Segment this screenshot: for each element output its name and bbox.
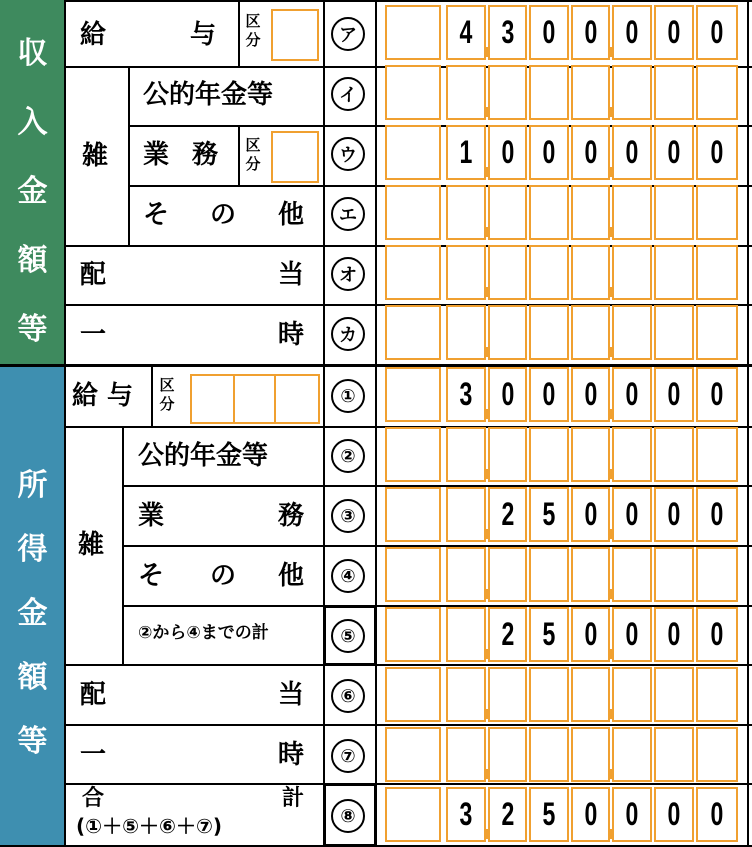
amount-digit-cell[interactable] — [654, 547, 694, 602]
amount-digit-cell[interactable] — [696, 607, 738, 662]
koteki-label: 公的年金等 — [138, 441, 269, 471]
haito-label-1: 配 — [80, 260, 107, 290]
row-marker: ① — [331, 379, 365, 413]
amount-digit-cell[interactable] — [696, 245, 738, 300]
amount-digit-cell[interactable] — [488, 5, 527, 60]
amount-digit-cell[interactable] — [385, 305, 441, 360]
amount-digit-cell[interactable] — [654, 245, 694, 300]
amount-digit: 0 — [667, 616, 681, 652]
thousands-separator-tick — [486, 107, 489, 117]
gyomu-label-1: 業 — [143, 140, 170, 170]
thousands-separator-tick — [610, 709, 613, 719]
row-marker: イ — [331, 77, 365, 111]
amount-digit-cell[interactable] — [446, 5, 486, 60]
row-marker: ② — [331, 439, 365, 473]
amount-digit-cell[interactable] — [696, 667, 738, 722]
amount-digit-cell[interactable] — [385, 487, 441, 542]
kubun-label: 区 分 — [245, 12, 261, 49]
thousands-separator-tick — [610, 649, 613, 659]
amount-digit-cell[interactable] — [488, 245, 527, 300]
amount-digit-cell[interactable] — [385, 607, 441, 662]
amount-digit-cell[interactable] — [529, 547, 569, 602]
amount-digit: 0 — [625, 616, 639, 652]
amount-digit: 2 — [501, 496, 514, 532]
amount-digit-cell[interactable] — [696, 427, 738, 482]
amount-digit-cell[interactable] — [654, 727, 694, 782]
amount-digit-cell[interactable] — [488, 727, 527, 782]
amount-digit-cell[interactable] — [612, 547, 652, 602]
amount-digit-cell[interactable] — [446, 427, 486, 482]
amount-digit-cell[interactable] — [385, 185, 441, 240]
subtotal-label: ②から④までの計 — [138, 623, 269, 643]
amount-digit-cell[interactable] — [571, 367, 610, 422]
amount-digit-cell[interactable] — [385, 667, 441, 722]
income-title-char: 収 — [17, 36, 48, 71]
thousands-separator-tick — [610, 589, 613, 599]
amount-digit: 3 — [459, 796, 473, 832]
haito-label-2: 当 — [278, 680, 305, 710]
amount-digit: 0 — [710, 616, 724, 652]
thousands-separator-tick — [610, 469, 613, 479]
shotoku-title-char: 得 — [17, 532, 48, 567]
income-title-char: 入 — [17, 105, 48, 140]
amount-digit-cell[interactable] — [612, 607, 652, 662]
amount-digit-cell[interactable] — [446, 245, 486, 300]
amount-digit-cell[interactable] — [446, 787, 486, 842]
amount-digit-cell[interactable] — [612, 125, 652, 180]
amount-digit: 0 — [625, 376, 639, 412]
amount-digit-cell[interactable] — [529, 427, 569, 482]
amount-digit-cell[interactable] — [488, 547, 527, 602]
amount-digit-cell[interactable] — [654, 787, 694, 842]
amount-digit: 0 — [584, 376, 597, 412]
amount-digit-cell[interactable] — [385, 125, 441, 180]
gyomu-label-2: 務 — [192, 140, 219, 170]
koteki-label: 公的年金等 — [143, 80, 274, 110]
amount-digit-cell[interactable] — [446, 305, 486, 360]
amount-digit: 0 — [625, 796, 639, 832]
amount-digit-cell[interactable] — [654, 487, 694, 542]
thousands-separator-tick — [610, 167, 613, 177]
amount-digit-cell[interactable] — [571, 667, 610, 722]
amount-digit: 0 — [542, 376, 556, 412]
amount-digit-cell[interactable] — [696, 185, 738, 240]
thousands-separator-tick — [610, 409, 613, 419]
amount-digit-cell[interactable] — [571, 125, 610, 180]
amount-digit-cell[interactable] — [488, 65, 527, 120]
amount-digit-cell[interactable] — [612, 367, 652, 422]
thousands-separator-tick — [486, 529, 489, 539]
amount-digit-cell[interactable] — [446, 667, 486, 722]
thousands-separator-tick — [610, 529, 613, 539]
amount-digit: 0 — [584, 496, 597, 532]
amount-digit: 0 — [625, 496, 639, 532]
row-marker: エ — [331, 197, 365, 231]
amount-digit-cell[interactable] — [612, 487, 652, 542]
thousands-separator-tick — [486, 167, 489, 177]
amount-digit-cell[interactable] — [696, 367, 738, 422]
amount-digit-cell[interactable] — [612, 667, 652, 722]
row-marker: ⑧ — [331, 799, 365, 833]
thousands-separator-tick — [610, 769, 613, 779]
thousands-separator-tick — [486, 469, 489, 479]
amount-digit: 3 — [459, 376, 473, 412]
thousands-separator-tick — [486, 227, 489, 237]
amount-digit: 5 — [542, 616, 556, 652]
amount-digit-cell[interactable] — [529, 727, 569, 782]
amount-digit: 0 — [667, 14, 681, 50]
amount-digit-cell[interactable] — [571, 547, 610, 602]
amount-digit-cell[interactable] — [529, 65, 569, 120]
amount-digit-cell[interactable] — [571, 185, 610, 240]
amount-digit: 2 — [501, 796, 514, 832]
amount-digit-cell[interactable] — [488, 125, 527, 180]
amount-digit-cell[interactable] — [654, 367, 694, 422]
amount-digit-cell[interactable] — [385, 245, 441, 300]
amount-digit-cell[interactable] — [529, 245, 569, 300]
amount-digit: 5 — [542, 796, 556, 832]
amount-digit-cell[interactable] — [446, 727, 486, 782]
amount-digit-cell[interactable] — [488, 607, 527, 662]
amount-digit-cell[interactable] — [654, 305, 694, 360]
thousands-separator-tick — [486, 409, 489, 419]
amount-digit-cell[interactable] — [385, 367, 441, 422]
amount-digit: 0 — [667, 376, 681, 412]
amount-digit-cell[interactable] — [446, 185, 486, 240]
amount-digit-cell[interactable] — [529, 305, 569, 360]
amount-digit-cell[interactable] — [529, 787, 569, 842]
amount-digit-cell[interactable] — [385, 427, 441, 482]
amount-digit-cell[interactable] — [446, 125, 486, 180]
kyuyo2-label: 給 与 — [72, 381, 134, 411]
amount-digit-cell[interactable] — [571, 5, 610, 60]
haito-label-2: 当 — [278, 260, 305, 290]
thousands-separator-tick — [486, 829, 489, 839]
amount-digit-cell[interactable] — [488, 787, 527, 842]
amount-digit-cell[interactable] — [654, 125, 694, 180]
thousands-separator-tick — [486, 347, 489, 357]
thousands-separator-tick — [486, 769, 489, 779]
amount-digit: 0 — [667, 134, 681, 170]
amount-digit-cell[interactable] — [385, 787, 441, 842]
amount-digit-cell[interactable] — [488, 185, 527, 240]
row-marker: ③ — [331, 499, 365, 533]
ichiji-label-2: 時 — [278, 740, 305, 770]
row-marker: ⑦ — [331, 739, 365, 773]
total-formula: (①＋⑤＋⑥＋⑦) — [76, 814, 223, 838]
amount-digit-cell[interactable] — [488, 427, 527, 482]
sonota-label-1: そ — [138, 561, 165, 591]
amount-digit-cell[interactable] — [654, 607, 694, 662]
haito-label-1: 配 — [80, 680, 107, 710]
total-label-2: 計 — [282, 786, 305, 811]
row-marker: ④ — [331, 559, 365, 593]
kubun-input[interactable] — [271, 9, 319, 61]
kubun-label: 区 分 — [245, 136, 261, 173]
shotoku-title-char: 金 — [17, 596, 48, 631]
amount-digit-cell[interactable] — [446, 487, 486, 542]
amount-digit: 0 — [584, 616, 597, 652]
amount-digit-cell[interactable] — [654, 667, 694, 722]
amount-digit: 2 — [501, 616, 514, 652]
amount-digit-cell[interactable] — [571, 305, 610, 360]
amount-digit: 5 — [542, 496, 556, 532]
income-title-char: 額 — [17, 243, 48, 278]
amount-digit-cell[interactable] — [654, 5, 694, 60]
amount-digit: 0 — [710, 496, 724, 532]
amount-digit-cell[interactable] — [529, 607, 569, 662]
thousands-separator-tick — [486, 47, 489, 57]
amount-digit: 0 — [625, 134, 639, 170]
amount-digit: 0 — [667, 496, 681, 532]
amount-digit: 0 — [542, 134, 556, 170]
kubun-input[interactable] — [274, 374, 320, 424]
amount-digit-cell[interactable] — [571, 487, 610, 542]
sonota-label-2: の — [210, 561, 237, 591]
amount-digit-cell[interactable] — [696, 65, 738, 120]
row-marker: オ — [331, 257, 365, 291]
row-marker: ア — [331, 17, 365, 51]
amount-digit-cell[interactable] — [571, 727, 610, 782]
thousands-separator-tick — [486, 709, 489, 719]
amount-digit: 0 — [710, 796, 724, 832]
gyomu-label-2: 務 — [278, 501, 305, 531]
shotoku-title-char: 所 — [17, 468, 48, 503]
amount-digit-cell[interactable] — [446, 65, 486, 120]
amount-digit-cell[interactable] — [696, 547, 738, 602]
ichiji-label-1: 一 — [80, 740, 107, 770]
ichiji-label-1: 一 — [80, 320, 107, 350]
kubun-label: 区 分 — [159, 376, 175, 413]
amount-digit: 1 — [459, 134, 473, 170]
amount-digit: 0 — [584, 796, 597, 832]
amount-digit-cell[interactable] — [571, 607, 610, 662]
amount-digit-cell[interactable] — [385, 5, 441, 60]
amount-digit-cell[interactable] — [529, 125, 569, 180]
kyuyo-label-2: 与 — [190, 20, 217, 50]
kubun-input[interactable] — [233, 374, 277, 424]
total-label-1: 合 — [82, 786, 105, 811]
amount-digit-cell[interactable] — [696, 5, 738, 60]
thousands-separator-tick — [610, 47, 613, 57]
thousands-separator-tick — [610, 829, 613, 839]
amount-digit-cell[interactable] — [612, 787, 652, 842]
sonota-label-1: そ — [143, 200, 170, 230]
amount-digit-cell[interactable] — [385, 547, 441, 602]
amount-digit-cell[interactable] — [446, 607, 486, 662]
amount-digit-cell[interactable] — [488, 367, 527, 422]
amount-digit-cell[interactable] — [529, 667, 569, 722]
sonota-label-3: 他 — [278, 200, 305, 230]
amount-digit-cell[interactable] — [696, 787, 738, 842]
amount-digit: 0 — [710, 134, 724, 170]
thousands-separator-tick — [486, 649, 489, 659]
income-title-char: 等 — [17, 312, 48, 347]
row-marker: ウ — [331, 137, 365, 171]
amount-digit-cell[interactable] — [529, 185, 569, 240]
thousands-separator-tick — [610, 107, 613, 117]
thousands-separator-tick — [610, 227, 613, 237]
gyomu-label-1: 業 — [138, 501, 165, 531]
amount-digit: 0 — [710, 14, 724, 50]
amount-digit-cell[interactable] — [529, 5, 569, 60]
kyuyo-label-1: 給 — [80, 20, 107, 50]
amount-digit: 0 — [501, 134, 514, 170]
thousands-separator-tick — [486, 589, 489, 599]
amount-digit-cell[interactable] — [446, 367, 486, 422]
amount-digit-cell[interactable] — [488, 667, 527, 722]
amount-digit: 0 — [584, 134, 597, 170]
amount-digit-cell[interactable] — [612, 305, 652, 360]
amount-digit-cell[interactable] — [654, 427, 694, 482]
amount-digit-cell[interactable] — [571, 787, 610, 842]
amount-digit-cell[interactable] — [696, 305, 738, 360]
sonota-label-3: 他 — [278, 561, 305, 591]
zatsu-label: 雑 — [78, 530, 105, 560]
amount-digit-cell[interactable] — [571, 427, 610, 482]
amount-digit-cell[interactable] — [612, 5, 652, 60]
amount-digit-cell[interactable] — [529, 367, 569, 422]
amount-digit-cell[interactable] — [385, 727, 441, 782]
amount-digit: 4 — [459, 14, 473, 50]
amount-digit-cell[interactable] — [696, 487, 738, 542]
amount-digit-cell[interactable] — [571, 245, 610, 300]
thousands-separator-tick — [486, 287, 489, 297]
shotoku-title-char: 額 — [17, 660, 48, 695]
shotoku-title-char: 等 — [17, 724, 48, 759]
thousands-separator-tick — [610, 287, 613, 297]
amount-digit: 3 — [501, 14, 514, 50]
amount-digit-cell[interactable] — [446, 547, 486, 602]
amount-digit: 0 — [625, 14, 639, 50]
amount-digit-cell[interactable] — [654, 185, 694, 240]
amount-digit-cell[interactable] — [612, 65, 652, 120]
amount-digit-cell[interactable] — [612, 245, 652, 300]
amount-digit-cell[interactable] — [696, 125, 738, 180]
amount-digit-cell[interactable] — [571, 65, 610, 120]
amount-digit-cell[interactable] — [385, 65, 441, 120]
kubun-input[interactable] — [190, 374, 236, 424]
amount-digit: 0 — [542, 14, 556, 50]
income-title — [0, 28, 65, 348]
row-marker: ⑥ — [331, 679, 365, 713]
amount-digit-cell[interactable] — [612, 727, 652, 782]
amount-digit-cell[interactable] — [529, 487, 569, 542]
row-marker: カ — [331, 317, 365, 351]
amount-digit: 0 — [584, 14, 597, 50]
sonota-label-2: の — [210, 200, 237, 230]
amount-digit-cell[interactable] — [612, 185, 652, 240]
row-marker: ⑤ — [331, 619, 365, 653]
ichiji-label-2: 時 — [278, 320, 305, 350]
amount-digit: 0 — [710, 376, 724, 412]
amount-digit-cell[interactable] — [488, 305, 527, 360]
amount-digit-cell[interactable] — [696, 727, 738, 782]
amount-digit: 0 — [667, 796, 681, 832]
amount-digit-cell[interactable] — [488, 487, 527, 542]
income-title-char: 金 — [17, 174, 48, 209]
amount-digit-cell[interactable] — [612, 427, 652, 482]
amount-digit-cell[interactable] — [654, 65, 694, 120]
shotoku-title — [0, 460, 65, 760]
kubun-input[interactable] — [271, 131, 319, 183]
zatsu-label: 雑 — [82, 141, 109, 171]
amount-digit: 0 — [501, 376, 514, 412]
thousands-separator-tick — [610, 347, 613, 357]
